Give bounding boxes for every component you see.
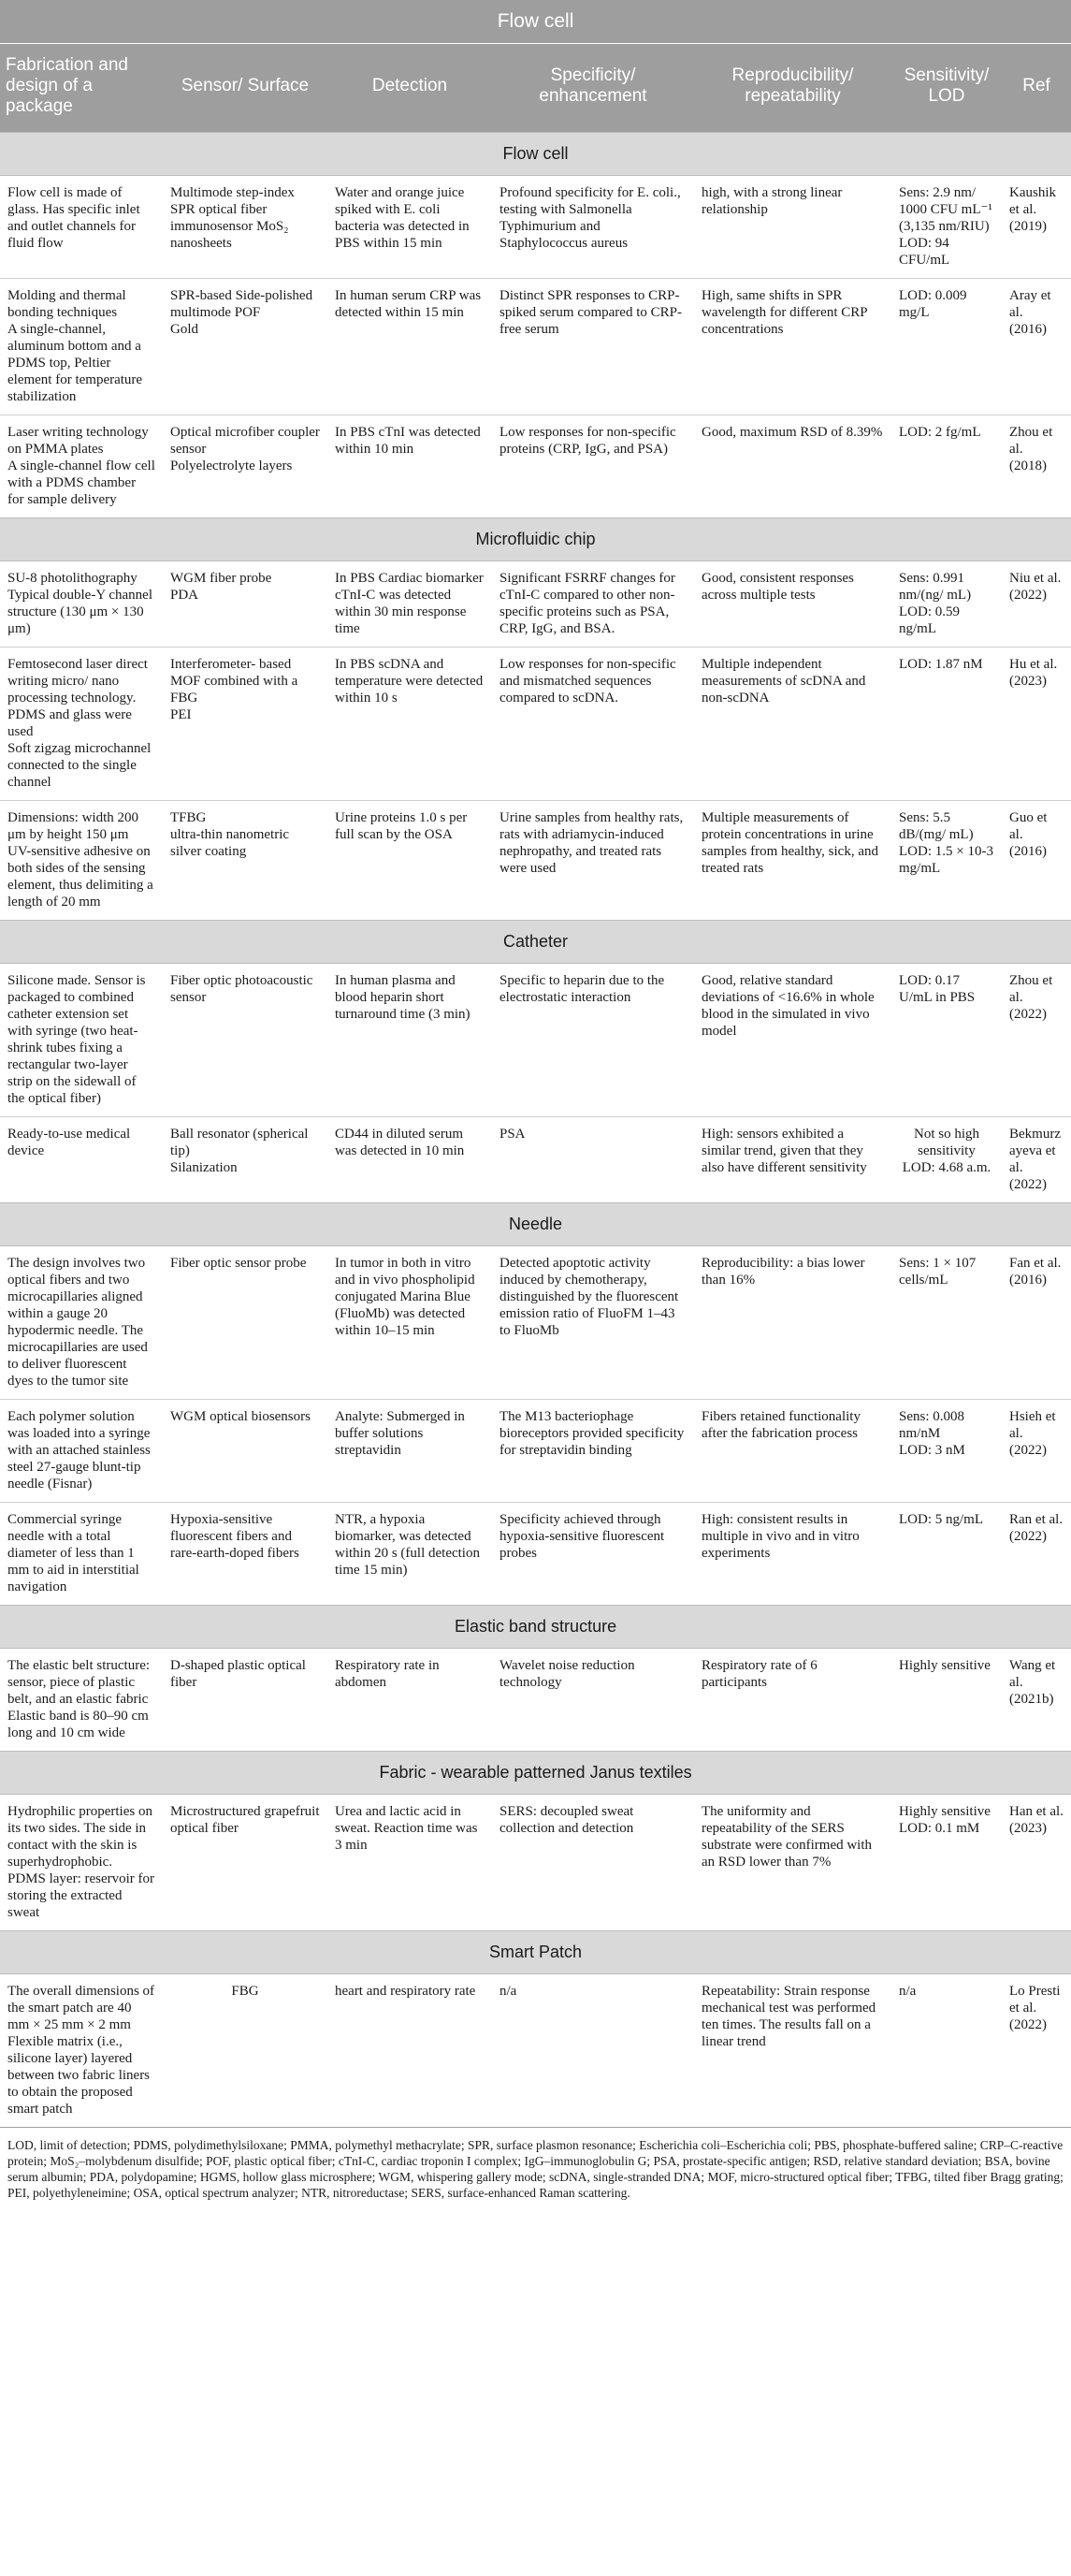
cell-fabrication	[0, 415, 163, 518]
cell-reproducibility	[694, 1117, 891, 1203]
cell-text-line: In PBS Cardiac biomarker cTnI-C was detected within 30 min response time	[335, 571, 484, 636]
table-body	[0, 133, 1071, 2128]
cell-fabrication	[0, 279, 163, 415]
cell-fabrication	[0, 1649, 163, 1752]
cell-detection	[327, 279, 492, 415]
cell-text-line: Sens: 0.991 nm/(ng/ mL)	[899, 571, 972, 603]
cell-text-line: Sens: 2.9 nm/ 1000 CFU mL⁻¹ (3,135 nm/RIU)	[899, 185, 992, 234]
cell-text-line: PDA	[170, 588, 199, 603]
cell-text-line: Interferometer- based MOF combined with a FBG	[170, 657, 298, 706]
cell-sensor	[163, 1649, 327, 1752]
cell-text-line: SU-8 photolithography	[7, 571, 137, 586]
cell-text-line: Silanization	[170, 1160, 238, 1175]
cell-text-line: In PBS cTnI was detected within 10 min	[335, 425, 481, 457]
table-title: Flow cell	[0, 0, 1071, 44]
cell-text-line: Sens: 0.008 nm/nM	[899, 1409, 965, 1441]
cell-detection	[327, 1117, 492, 1203]
cell-text-line: Respiratory rate in abdomen	[335, 1658, 440, 1690]
cell-text-line: Urea and lactic acid in sweat. Reaction time was 3 min	[335, 1804, 478, 1853]
cell-text-line: LOD: 1.5 × 10-3 mg/mL	[899, 844, 993, 876]
header-specificity: Specificity/ enhancement	[492, 44, 694, 133]
cell-text-line: Respiratory rate of 6 participants	[702, 1658, 818, 1690]
cell-sensitivity-lod	[891, 1400, 1002, 1503]
cell-text-line: Elastic band is 80–90 cm long and 10 cm wide	[7, 1709, 149, 1740]
cell-detection	[327, 801, 492, 921]
cell-text-line: The uniformity and repeatability of the SERS substrate were confirmed with an RSD lower than 7%	[702, 1804, 873, 1870]
cell-text-line: Good, consistent responses across multiple tests	[702, 571, 854, 603]
cell-sensor	[163, 801, 327, 921]
cell-text-line: Flow cell is made of glass. Has specific inlet and outlet channels for fluid flow	[7, 185, 140, 251]
table-row	[0, 1974, 1071, 2128]
cell-text-line: Multiple measurements of protein concentrations in urine samples from healthy, sick, and treated rats	[702, 810, 878, 876]
cell-text-line: Gold	[170, 322, 198, 337]
cell-text-line: Ready-to-use medical device	[7, 1127, 131, 1158]
section-header-row	[0, 518, 1071, 561]
footnote: LOD, limit of detection; PDMS, polydimethylsiloxane; PMMA, polymethyl methacrylate; SPR, surface plasmon resonance; Escherichia coli–Escherichia coli; PBS, phosphate-buffered saline; CRP–C-reactive protein; MoS₂–molybdenum disulfide; POF, plastic optical fiber; cTnI-C, cardiac troponin I complex; IgG–immunoglobulin G; PSA, prostate-specific antigen; RSD, relative standard deviation; BSA, bovine serum albumin; PDA, polydopamine; HGMS, hollow glass microsphere; WGM, whispering gallery mode; scDNA, single-stranded DNA; MOF, micro-structured optical fiber; TFBG, tilted fiber Bragg grating; PEI, polyethyleneimine; OSA, optical spectrum analyzer; NTR, nitroreductase; SERS, surface-enhanced Raman scattering.	[0, 2128, 1071, 2207]
section-header-row	[0, 921, 1071, 964]
cell-specificity	[492, 279, 694, 415]
cell-detection	[327, 1649, 492, 1752]
cell-detection	[327, 1974, 492, 2128]
cell-specificity	[492, 176, 694, 279]
cell-text-line: Good, relative standard deviations of <16.6% in whole blood in the simulated in vivo model	[702, 973, 875, 1039]
cell-sensitivity-lod	[891, 561, 1002, 648]
cell-sensitivity-lod	[891, 1503, 1002, 1606]
cell-specificity	[492, 1503, 694, 1606]
cell-reproducibility	[694, 561, 891, 648]
cell-sensitivity-lod	[891, 964, 1002, 1117]
cell-text-line: TFBG	[170, 810, 207, 825]
cell-sensitivity-lod	[891, 1795, 1002, 1931]
cell-reproducibility	[694, 964, 891, 1117]
cell-fabrication	[0, 1117, 163, 1203]
cell-reproducibility	[694, 279, 891, 415]
cell-text-line: Silicone made. Sensor is packaged to combined catheter extension set with syringe (two heat-shrink tubes fixing a rectangular two-layer strip on the sidewall of the optical fiber)	[7, 973, 146, 1106]
header-ref: Ref	[1002, 44, 1071, 133]
header-reproducibility: Reproducibility/ repeatability	[694, 44, 891, 133]
cell-text-line: Specific to heparin due to the electrostatic interaction	[499, 973, 665, 1005]
cell-sensor	[163, 1117, 327, 1203]
cell-text-line: SERS: decoupled sweat collection and detection	[499, 1804, 634, 1836]
cell-sensor	[163, 279, 327, 415]
cell-sensor	[163, 1795, 327, 1931]
cell-detection	[327, 648, 492, 801]
cell-text-line: LOD: 0.009 mg/L	[899, 288, 967, 320]
cell-text-line: In human serum CRP was detected within 15 min	[335, 288, 482, 320]
cell-ref: Lo Presti et al. (2022)	[1002, 1974, 1071, 2128]
cell-text-line: Femtosecond laser direct writing micro/ nano processing technology. PDMS and glass were used	[7, 657, 148, 739]
cell-text-line: Commercial syringe needle with a total diameter of less than 1 mm to aid in interstitial navigation	[7, 1512, 139, 1594]
cell-fabrication	[0, 1246, 163, 1400]
header-detection: Detection	[327, 44, 492, 133]
cell-text-line: Reproducibility: a bias lower than 16%	[702, 1256, 865, 1288]
cell-text-line: Specificity achieved through hypoxia-sensitive fluorescent probes	[499, 1512, 665, 1561]
cell-specificity	[492, 648, 694, 801]
table-title-row	[0, 0, 1071, 44]
cell-reproducibility	[694, 1649, 891, 1752]
table-row	[0, 279, 1071, 415]
cell-ref: Guo et al. (2016)	[1002, 801, 1071, 921]
cell-text-line: Distinct SPR responses to CRP-spiked serum compared to CRP-free serum	[499, 288, 682, 337]
cell-fabrication	[0, 1503, 163, 1606]
cell-reproducibility	[694, 1246, 891, 1400]
cell-sensitivity-lod	[891, 1649, 1002, 1752]
cell-text-line: In human plasma and blood heparin short turnaround time (3 min)	[335, 973, 470, 1022]
cell-text-line: SPR-based Side-polished multimode POF	[170, 288, 313, 320]
cell-text-line: LOD: 4.68 a.m.	[902, 1160, 991, 1175]
section-title: Fabric - wearable patterned Janus textiles	[0, 1752, 1071, 1795]
cell-text-line: Dimensions: width 200 μm by height 150 μm	[7, 810, 139, 842]
cell-ref: Aray et al. (2016)	[1002, 279, 1071, 415]
table-row	[0, 1649, 1071, 1752]
cell-sensitivity-lod	[891, 279, 1002, 415]
cell-text-line: Detected apoptotic activity induced by chemotherapy, distinguished by the fluorescent emission ratio of FluoFM 1–43 to FluoMb	[499, 1256, 679, 1338]
cell-sensitivity-lod	[891, 415, 1002, 518]
section-title: Smart Patch	[0, 1931, 1071, 1974]
table-row	[0, 1795, 1071, 1931]
cell-text-line: Typical double-Y channel structure (130 μm × 130 μm)	[7, 588, 153, 636]
cell-sensor	[163, 648, 327, 801]
cell-text-line: LOD: 1.87 nM	[899, 657, 983, 672]
cell-text-line: Highly sensitive	[899, 1804, 991, 1819]
cell-sensor	[163, 561, 327, 648]
cell-text-line: Significant FSRRF changes for cTnI-C compared to other non-specific proteins such as PSA, CRP, IgG, and BSA.	[499, 571, 675, 636]
cell-text-line: ultra-thin nanometric silver coating	[170, 827, 290, 859]
cell-text-line: Fibers retained functionality after the fabrication process	[702, 1409, 861, 1441]
cell-sensor	[163, 1503, 327, 1606]
cell-ref: Niu et al. (2022)	[1002, 561, 1071, 648]
cell-text-line: Each polymer solution was loaded into a syringe with an attached stainless steel 27-gauge blunt-tip needle (Fisnar)	[7, 1409, 151, 1492]
cell-text-line: Urine proteins 1.0 s per full scan by the OSA	[335, 810, 468, 842]
cell-text-line: A single-channel, aluminum bottom and a PDMS top, Peltier element for temperature stabilization	[7, 322, 143, 404]
table-row	[0, 561, 1071, 648]
header-sensitivity: Sensitivity/ LOD	[891, 44, 1002, 133]
cell-ref: Kaushik et al. (2019)	[1002, 176, 1071, 279]
cell-text-line: LOD: 0.1 mM	[899, 1821, 980, 1836]
cell-text-line: High, same shifts in SPR wavelength for different CRP concentrations	[702, 288, 868, 337]
cell-text-line: LOD: 0.59 ng/mL	[899, 604, 960, 636]
cell-text-line: PDMS layer: reservoir for storing the extracted sweat	[7, 1871, 155, 1920]
cell-text-line: Fiber optic sensor probe	[170, 1256, 307, 1271]
cell-text-line: Wavelet noise reduction technology	[499, 1658, 635, 1690]
cell-ref: Han et al. (2023)	[1002, 1795, 1071, 1931]
cell-text-line: CD44 in diluted serum was detected in 10 min	[335, 1127, 465, 1158]
cell-text-line: Sens: 5.5 dB/(mg/ mL)	[899, 810, 974, 842]
table-row	[0, 964, 1071, 1117]
cell-text-line: PEI	[170, 707, 192, 722]
cell-ref: Ran et al. (2022)	[1002, 1503, 1071, 1606]
cell-reproducibility	[694, 1503, 891, 1606]
cell-text-line: Optical microfiber coupler sensor	[170, 425, 320, 457]
cell-sensor	[163, 415, 327, 518]
cell-text-line: LOD: 3 nM	[899, 1443, 965, 1458]
section-title: Flow cell	[0, 133, 1071, 176]
cell-sensor	[163, 964, 327, 1117]
cell-fabrication	[0, 176, 163, 279]
header-sensor: Sensor/ Surface	[163, 44, 327, 133]
cell-text-line: FBG	[231, 1984, 259, 1999]
section-header-row	[0, 1931, 1071, 1974]
cell-text-line: Molding and thermal bonding techniques	[7, 288, 126, 320]
cell-specificity	[492, 964, 694, 1117]
cell-reproducibility	[694, 801, 891, 921]
cell-text-line: Good, maximum RSD of 8.39%	[702, 425, 883, 440]
cell-reproducibility	[694, 176, 891, 279]
cell-text-line: In PBS scDNA and temperature were detected within 10 s	[335, 657, 484, 706]
cell-ref: Zhou et al. (2018)	[1002, 415, 1071, 518]
cell-ref: Hu et al. (2023)	[1002, 648, 1071, 801]
cell-text-line: Soft zigzag microchannel connected to the single channel	[7, 741, 152, 790]
table-row	[0, 1503, 1071, 1606]
cell-text-line: Laser writing technology on PMMA plates	[7, 425, 149, 457]
cell-text-line: Multimode step-index SPR optical fiber immunosensor MoS₂ nanosheets	[170, 185, 295, 251]
cell-text-line: A single-channel flow cell with a PDMS chamber for sample delivery	[7, 458, 155, 507]
cell-detection	[327, 1246, 492, 1400]
cell-text-line: Hydrophilic properties on its two sides. The side in contact with the skin is superhydrophobic.	[7, 1804, 152, 1870]
cell-specificity	[492, 801, 694, 921]
cell-text-line: high, with a strong linear relationship	[702, 185, 843, 217]
cell-text-line: Water and orange juice spiked with E. coli bacteria was detected in PBS within 15 min	[335, 185, 470, 251]
cell-text-line: Low responses for non-specific proteins (CRP, IgG, and PSA)	[499, 425, 676, 457]
cell-text-line: In tumor in both in vitro and in vivo phospholipid conjugated Marina Blue (FluoMb) was detected within 10–15 min	[335, 1256, 475, 1338]
cell-detection	[327, 176, 492, 279]
cell-text-line: Microstructured grapefruit optical fiber	[170, 1804, 320, 1836]
table-row	[0, 801, 1071, 921]
cell-reproducibility	[694, 1974, 891, 2128]
cell-text-line: n/a	[499, 1984, 517, 1999]
cell-text-line: n/a	[899, 1984, 917, 1999]
cell-text-line: Hypoxia-sensitive fluorescent fibers and rare-earth-doped fibers	[170, 1512, 299, 1561]
cell-text-line: Multiple independent measurements of scDNA and non-scDNA	[702, 657, 866, 706]
cell-text-line: Analyte: Submerged in buffer solutions streptavidin	[335, 1409, 465, 1458]
cell-sensitivity-lod	[891, 176, 1002, 279]
cell-reproducibility	[694, 648, 891, 801]
cell-ref: Zhou et al. (2022)	[1002, 964, 1071, 1117]
cell-text-line: Not so high sensitivity	[913, 1127, 979, 1158]
cell-fabrication	[0, 801, 163, 921]
cell-specificity	[492, 1649, 694, 1752]
cell-text-line: Ball resonator (spherical tip)	[170, 1127, 309, 1158]
cell-fabrication	[0, 964, 163, 1117]
cell-detection	[327, 1400, 492, 1503]
section-title: Needle	[0, 1203, 1071, 1246]
cell-sensitivity-lod	[891, 648, 1002, 801]
cell-sensor	[163, 1246, 327, 1400]
cell-text-line: Polyelectrolyte layers	[170, 458, 293, 473]
cell-ref: Hsieh et al. (2022)	[1002, 1400, 1071, 1503]
cell-ref: Wang et al. (2021b)	[1002, 1649, 1071, 1752]
cell-text-line: High: consistent results in multiple in vivo and in vitro experiments	[702, 1512, 860, 1561]
cell-sensitivity-lod	[891, 1974, 1002, 2128]
section-header-row	[0, 1752, 1071, 1795]
cell-text-line: Flexible matrix (i.e., silicone layer) layered between two fabric liners to obtain the proposed smart patch	[7, 2034, 151, 2117]
cell-specificity	[492, 1117, 694, 1203]
section-title: Elastic band structure	[0, 1606, 1071, 1649]
table-row	[0, 1117, 1071, 1203]
cell-reproducibility	[694, 415, 891, 518]
cell-fabrication	[0, 1974, 163, 2128]
cell-text-line: WGM optical biosensors	[170, 1409, 311, 1424]
header-row	[0, 44, 1071, 133]
cell-text-line: Low responses for non-specific and mismatched sequences compared to scDNA.	[499, 657, 676, 706]
section-header-row	[0, 133, 1071, 176]
cell-text-line: Highly sensitive	[899, 1658, 991, 1673]
cell-text-line: WGM fiber probe	[170, 571, 272, 586]
cell-specificity	[492, 1974, 694, 2128]
cell-text-line: Repeatability: Strain response mechanical test was performed ten times. The results fall on a linear trend	[702, 1984, 876, 2049]
cell-text-line: LOD: 94 CFU/mL	[899, 236, 950, 268]
cell-text-line: UV-sensitive adhesive on both sides of the sensing element, thus delimiting a length of 20 mm	[7, 844, 153, 910]
cell-text-line: NTR, a hypoxia biomarker, was detected within 20 s (full detection time 15 min)	[335, 1512, 480, 1578]
table-row	[0, 415, 1071, 518]
cell-specificity	[492, 415, 694, 518]
cell-text-line: High: sensors exhibited a similar trend, given that they also have different sensitivity	[702, 1127, 867, 1175]
cell-text-line: LOD: 2 fg/mL	[899, 425, 981, 440]
cell-reproducibility	[694, 1400, 891, 1503]
cell-text-line: D-shaped plastic optical fiber	[170, 1658, 306, 1690]
cell-text-line: LOD: 5 ng/mL	[899, 1512, 983, 1527]
table-row	[0, 1400, 1071, 1503]
footnote-row	[0, 2128, 1071, 2207]
cell-sensor	[163, 176, 327, 279]
cell-specificity	[492, 1246, 694, 1400]
cell-detection	[327, 1503, 492, 1606]
cell-text-line: The elastic belt structure: sensor, piece of plastic belt, and an elastic fabric	[7, 1658, 151, 1707]
cell-text-line: Fiber optic photoacoustic sensor	[170, 973, 313, 1005]
cell-reproducibility	[694, 1795, 891, 1931]
cell-ref: Bekmurzayeva et al. (2022)	[1002, 1117, 1071, 1203]
cell-sensitivity-lod	[891, 1246, 1002, 1400]
cell-text-line: The overall dimensions of the smart patch are 40 mm × 25 mm × 2 mm	[7, 1984, 155, 2032]
cell-text-line: Profound specificity for E. coli., testing with Salmonella Typhimurium and Staphylococcus aureus	[499, 185, 681, 251]
cell-text-line: LOD: 0.17 U/mL in PBS	[899, 973, 976, 1005]
section-title: Microfluidic chip	[0, 518, 1071, 561]
table-row	[0, 648, 1071, 801]
cell-text-line: heart and respiratory rate	[335, 1984, 476, 1999]
cell-text-line: The design involves two optical fibers and two microcapillaries aligned within a gauge 20 hypodermic needle. The microcapillaries are used to deliver fluorescent dyes to the tumor site	[7, 1256, 148, 1389]
cell-text-line: PSA	[499, 1127, 526, 1142]
cell-detection	[327, 1795, 492, 1931]
header-fabrication: Fabrication and design of a package	[0, 44, 163, 133]
cell-detection	[327, 561, 492, 648]
cell-sensitivity-lod	[891, 801, 1002, 921]
cell-text-line: Sens: 1 × 107 cells/mL	[899, 1256, 977, 1288]
cell-ref: Fan et al. (2016)	[1002, 1246, 1071, 1400]
cell-sensitivity-lod	[891, 1117, 1002, 1203]
cell-text-line: The M13 bacteriophage bioreceptors provided specificity for streptavidin binding	[499, 1409, 685, 1458]
cell-detection	[327, 415, 492, 518]
cell-sensor	[163, 1400, 327, 1503]
cell-fabrication	[0, 648, 163, 801]
table-row	[0, 176, 1071, 279]
section-header-row	[0, 1203, 1071, 1246]
section-title: Catheter	[0, 921, 1071, 964]
cell-specificity	[492, 1400, 694, 1503]
cell-detection	[327, 964, 492, 1117]
section-header-row	[0, 1606, 1071, 1649]
cell-specificity	[492, 561, 694, 648]
cell-sensor	[163, 1974, 327, 2128]
cell-specificity	[492, 1795, 694, 1931]
cell-text-line: Urine samples from healthy rats, rats with adriamycin-induced nephropathy, and treated rats were used	[499, 810, 684, 876]
cell-fabrication	[0, 1400, 163, 1503]
table-row	[0, 1246, 1071, 1400]
cell-fabrication	[0, 561, 163, 648]
cell-fabrication	[0, 1795, 163, 1931]
